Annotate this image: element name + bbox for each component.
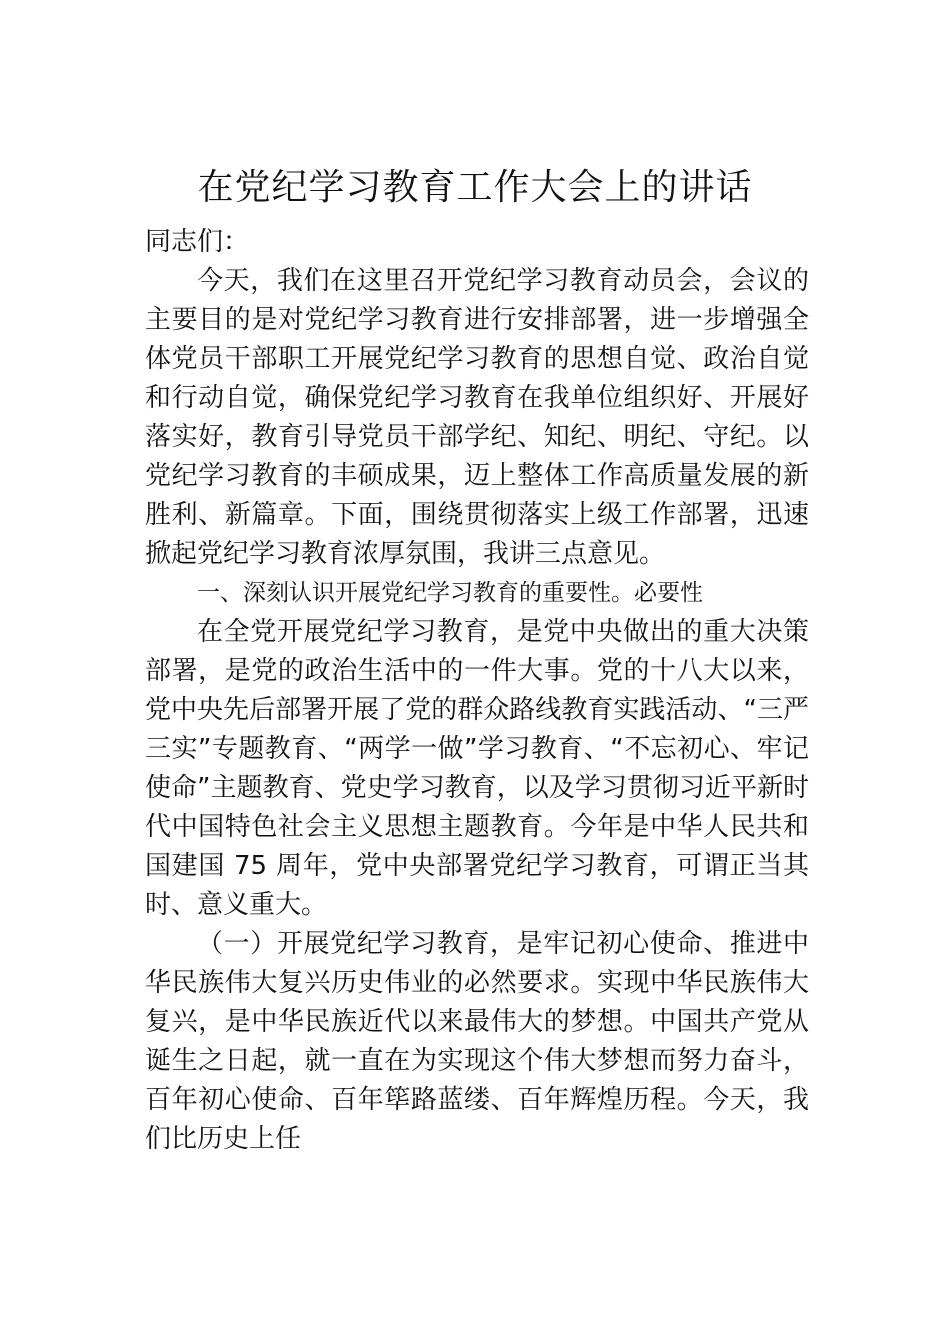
paragraph-subsection-1: （一）开展党纪学习教育，是牢记初心使命、推进中华民族伟大复兴历史伟业的必然要求。实现中华民族伟大复兴，是中华民族近代以来最伟大的梦想。中国共产党从诞生之日起，就一直在为实现这个伟大梦想而努力奋斗，百年初心使命、百年筚路蓝缕、百年辉煌历程。今天，我们比历史上任: [145, 929, 809, 1154]
paragraph-intro: 今天，我们在这里召开党纪学习教育动员会，会议的主要目的是对党纪学习教育进行安排部署，进一步增强全体党员干部职工开展党纪学习教育的思想自觉、政治自觉和行动自觉，确保党纪学习教育在我单位组织好、开展好落实好，教育引导党员干部学纪、知纪、明纪、守纪。以党纪学习教育的丰硕成果，迈上整体工作高质量发展的新胜利、新篇章。下面，围绕贯彻落实上级工作部署，迅速掀起党纪学习教育浓厚氛围，我讲三点意见。: [145, 266, 809, 569]
document-body: [145, 223, 809, 1159]
paragraph-section-1: 在全党开展党纪学习教育，是党中央做出的重大决策部署，是党的政治生活中的一件大事。党的十八大以来，党中央先后部署开展了党的群众路线教育实践活动、“三严三实”专题教育、“两学一做”学习教育、“不忘初心、牢记使命”主题教育、党史学习教育，以及学习贯彻习近平新时代中国特色社会主义思想主题教育。今年是中华人民共和国建国 75 周年，党中央部署党纪学习教育，可谓正当其时、意义重大。: [145, 617, 809, 920]
salutation: 同志们：: [145, 227, 250, 257]
document-title: 在党纪学习教育工作大会上的讲话: [197, 167, 753, 208]
section-heading-1: 一、深刻认识开展党纪学习教育的重要性。必要性: [197, 580, 703, 606]
